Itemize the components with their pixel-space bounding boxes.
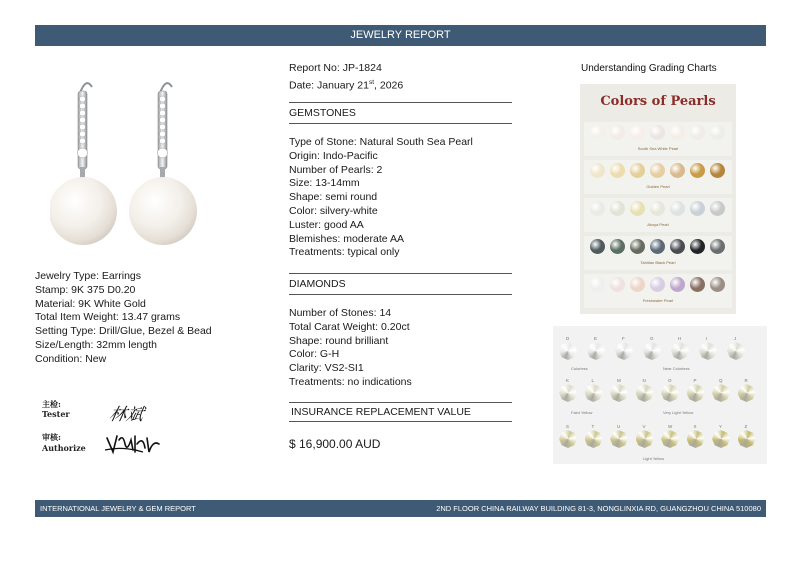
divider [289,402,512,403]
diamond-grade-letter: M [617,378,621,383]
pearl-swatch [590,239,605,254]
diamond-swatch [610,384,628,402]
pearl-swatch [690,239,705,254]
pearl-swatch [690,163,705,178]
divider [289,294,512,295]
gem-luster: Luster: good AA [289,218,364,231]
diamond-color-chart [553,326,767,464]
diamond-color: Color: G-H [289,348,340,361]
diamond-swatch [727,342,745,360]
diamond-swatch [559,342,577,360]
diamond-grade-letter: Q [719,378,723,383]
pearl-swatch [610,125,625,140]
diamond-color-caption: Light Yellow [643,456,665,461]
insurance-value: $ 16,900.00 AUD [289,437,381,451]
diamond-swatch [585,384,603,402]
diamond-grade-letter: H [678,336,682,341]
pearl-swatch [630,239,645,254]
insurance-heading: INSURANCE REPLACEMENT VALUE [291,406,471,418]
pearl-swatch [610,239,625,254]
diamond-grade-letter: Y [719,424,723,429]
spec-stamp: Stamp: 9K 375 D0.20 [35,283,136,296]
diamond-grade-letter: D [566,336,570,341]
report-date: Date: January 21st, 2026 [289,78,404,92]
pearl-swatch [710,239,725,254]
pearl-row [584,198,732,232]
diamond-swatch [699,342,717,360]
pearl-swatch [650,277,665,292]
pearl-swatch [670,239,685,254]
diamond-color-caption: Faint Yellow [571,410,593,415]
diamond-treatments: Treatments: no indications [289,375,412,388]
footer-org: INTERNATIONAL JEWELRY & GEM REPORT [40,504,196,513]
footer-address: 2ND FLOOR CHINA RAILWAY BUILDING 81-3, NONGLINXIA RD, GUANGZHOU CHINA 510080 [436,504,761,513]
pearl-row [584,122,732,156]
diamond-swatch [615,342,633,360]
diamond-color-caption: Very Light Yellow [663,410,694,415]
spec-condition: Condition: New [35,352,107,365]
diamonds-heading: DIAMONDS [289,278,346,290]
diamond-color-caption: Near Colorless [663,366,690,371]
diamond-grade-letter: Z [744,424,748,429]
pearl-swatch [650,125,665,140]
signature-block [35,396,165,460]
diamond-swatch [712,384,730,402]
diamond-grade-letter: J [734,336,737,341]
pearl-swatch [590,201,605,216]
pearl-swatch [690,277,705,292]
spec-jewelry-type: Jewelry Type: Earrings [35,270,142,282]
earrings-image [50,75,210,250]
authorize-label-en: Authorize [42,443,86,453]
tester-label-en: Tester [42,409,70,419]
pearl-swatch [610,163,625,178]
gem-shape: Shape: semi round [289,191,378,204]
pearl-swatch [610,201,625,216]
diamond-grade-letter: W [668,424,673,429]
diamonds-details [289,307,412,390]
pearl-colors-chart [580,84,736,314]
gem-count: Number of Pearls: 2 [289,163,383,176]
diamond-shape: Shape: round brilliant [289,334,389,347]
diamond-count: Number of Stones: 14 [289,307,392,319]
diamond-swatch [587,342,605,360]
diamond-swatch [636,384,654,402]
pearl-swatch [670,277,685,292]
pearl-swatch [670,125,685,140]
diamond-swatch [585,430,603,448]
diamond-swatch [661,384,679,402]
gem-blemishes: Blemishes: moderate AA [289,232,404,245]
gem-size: Size: 13-14mm [289,177,360,190]
diamond-grade-letter: E [594,336,598,341]
divider [289,123,512,124]
pearl-swatch [590,125,605,140]
pearl-swatch [630,201,645,216]
pearl-swatch [630,277,645,292]
spec-size-length: Size/Length: 32mm length [35,338,157,351]
gemstones-heading: GEMSTONES [289,107,356,119]
pearl-row-label: Tahitian Black Pearl [640,260,676,265]
diamond-swatch [643,342,661,360]
diamond-grade-letter: S [566,424,570,429]
gem-origin: Origin: Indo-Pacific [289,149,378,162]
diamond-grade-letter: F [622,336,625,341]
diamond-swatch [712,430,730,448]
diamond-swatch [671,342,689,360]
diamond-swatch [559,430,577,448]
spec-setting-type: Setting Type: Drill/Glue, Bezel & Bead [35,325,212,338]
diamond-swatch [738,384,756,402]
pearl-swatch [650,239,665,254]
diamond-grade-letter: X [693,424,697,429]
pearl-row-label: Akoya Pearl [647,222,669,227]
diamond-grade-letter: R [744,378,748,383]
pearl-swatch [610,277,625,292]
pearl-swatch [690,201,705,216]
diamond-swatch [687,430,705,448]
pearl-swatch [670,201,685,216]
diamond-grade-letter: K [566,378,570,383]
pearl-swatch [650,163,665,178]
pearl-swatch [710,125,725,140]
diamond-swatch [636,430,654,448]
diamond-grade-letter: L [591,378,595,383]
diamond-grade-letter: V [642,424,646,429]
diamond-grade-letter: G [650,336,654,341]
diamond-clarity: Clarity: VS2-SI1 [289,362,364,375]
pearl-swatch [670,163,685,178]
diamond-swatch [738,430,756,448]
diamond-grade-letter: I [706,336,708,341]
diamond-grade-letter: U [617,424,621,429]
diamond-swatch [687,384,705,402]
pearl-row-label: South Sea White Pearl [637,146,679,151]
pearl-swatch [710,277,725,292]
gem-type: Type of Stone: Natural South Sea Pearl [289,136,473,148]
diamond-grade-letter: O [668,378,672,383]
pearl-swatch [590,277,605,292]
pearl-swatch [690,125,705,140]
report-number: Report No: JP-1824 [289,62,382,74]
diamond-color-caption: Colorless [571,366,588,371]
pearl-swatch [630,125,645,140]
divider [289,102,512,103]
item-specs [35,270,212,367]
spec-material: Material: 9K White Gold [35,297,146,310]
divider [289,273,512,274]
grading-charts-title: Understanding Grading Charts [581,63,717,74]
report-header-bar [35,25,766,46]
diamond-swatch [610,430,628,448]
report-title: JEWELRY REPORT [350,29,451,41]
pearl-row [584,274,732,308]
diamond-grade-letter: P [693,378,697,383]
tester-label-cn: 主检: [42,399,61,409]
pearl-row-label: Freshwater Pearl [642,298,674,303]
diamond-swatch [661,430,679,448]
pearl-swatch [590,163,605,178]
diamond-grade-letter: T [591,424,595,429]
gem-color: Color: silvery-white [289,204,378,217]
pearl-row [584,236,732,270]
pearl-swatch [650,201,665,216]
pearl-row [584,160,732,194]
diamond-swatch [559,384,577,402]
gem-treatments: Treatments: typical only [289,246,400,259]
pearl-swatch [710,163,725,178]
authorize-label-cn: 审核: [42,432,61,442]
authorize-signature [103,430,163,456]
report-footer-bar [35,500,766,517]
diamond-grade-letter: N [642,378,646,383]
pearl-swatch [710,201,725,216]
pearl-row-label: Golden Pearl [646,184,670,189]
report-info [289,62,403,93]
spec-total-weight: Total Item Weight: 13.47 grams [35,311,181,324]
divider [289,421,512,422]
pearl-chart-title: Colors of Pearls [600,94,716,109]
pearl-swatch [630,163,645,178]
gemstones-details [289,136,473,260]
diamond-carat-weight: Total Carat Weight: 0.20ct [289,320,410,333]
tester-signature: 林斌 [107,405,146,425]
